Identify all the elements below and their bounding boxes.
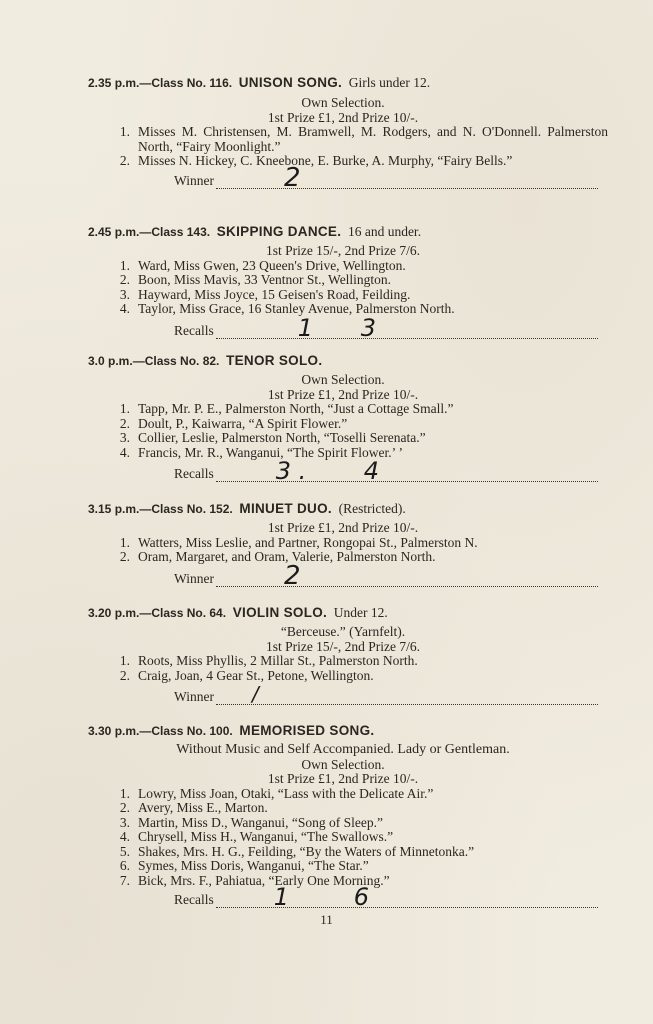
prize-line: 1st Prize £1, 2nd Prize 10/-. xyxy=(267,386,419,402)
entry-list xyxy=(88,787,608,889)
entry-number: 1. xyxy=(119,257,130,273)
result-label: Winner xyxy=(174,172,214,188)
event-header xyxy=(88,605,608,621)
entry-text: Chrysell, Miss H., Wanganui, “The Swallows.” xyxy=(138,829,394,844)
entry-text: Bick, Mrs. F., Pahiatua, “Early One Morning.” xyxy=(138,872,390,888)
list-item xyxy=(88,845,608,860)
event-minuet-duo xyxy=(88,501,608,591)
event-extra: (Restricted). xyxy=(338,501,406,516)
entry-text: Lowry, Miss Joan, Otaki, “Lass with the Delicate Air.” xyxy=(138,785,434,801)
list-item xyxy=(88,273,608,288)
entry-text: Misses M. Christensen, M. Bramwell, M. Rodgers, and N. O'Donnell. Palmerston North, “Fairy Moonlight.” xyxy=(138,124,608,154)
entry-text: Tapp, Mr. P. E., Palmerston North, “Just a Cottage Small.” xyxy=(138,401,454,416)
list-item xyxy=(88,417,608,432)
prize-line: 1st Prize £1, 2nd Prize 10/-. xyxy=(267,109,419,125)
event-class: —Class No. 64. xyxy=(139,606,227,620)
list-item xyxy=(88,536,608,551)
entry-list xyxy=(88,536,608,565)
dotted-leader xyxy=(216,883,598,911)
list-item xyxy=(88,288,608,303)
entry-number: 3. xyxy=(119,814,130,830)
entry-list xyxy=(88,654,608,683)
own-selection: Own Selection. xyxy=(301,372,385,387)
list-item xyxy=(88,446,608,461)
handwritten-mark: 6 xyxy=(353,883,370,911)
entry-text: Collier, Leslie, Palmerston North, “Toselli Serenata.” xyxy=(138,430,426,445)
event-title: TENOR SOLO. xyxy=(226,353,323,368)
conditions-line: Without Music and Self Accompanied. Lady or Gentleman. xyxy=(176,742,510,757)
entry-number: 2. xyxy=(119,153,130,168)
dotted-leader xyxy=(216,457,598,485)
piece-line: “Berceuse.” (Yarnfelt). xyxy=(280,624,406,639)
entry-number: 4. xyxy=(119,444,130,460)
entry-number: 1. xyxy=(119,534,130,550)
list-item xyxy=(88,302,608,317)
list-item xyxy=(88,125,608,154)
event-title: SKIPPING DANCE. xyxy=(216,224,342,239)
prize-line: 1st Prize £1, 2nd Prize 10/-. xyxy=(267,520,419,535)
entry-text: Ward, Miss Gwen, 23 Queen's Drive, Wellington. xyxy=(138,257,406,273)
entry-number: 1. xyxy=(119,785,130,801)
list-item xyxy=(88,431,608,446)
list-item xyxy=(88,816,608,831)
entry-number: 2. xyxy=(119,272,130,287)
event-tenor-solo xyxy=(88,353,608,485)
dotted-leader xyxy=(216,162,598,193)
event-header xyxy=(88,224,608,240)
result-label: Winner xyxy=(174,689,214,704)
entry-text: Craig, Joan, 4 Gear St., Petone, Wellington. xyxy=(138,667,374,683)
entry-number: 1. xyxy=(119,124,130,139)
event-time: 3.20 p.m. xyxy=(88,606,140,620)
entry-text: Taylor, Miss Grace, 16 Stanley Avenue, Palmerston North. xyxy=(138,301,455,316)
list-item xyxy=(88,259,608,274)
dotted-leader xyxy=(216,313,598,342)
event-time: 3.15 p.m. xyxy=(88,502,140,516)
entry-number: 5. xyxy=(119,843,130,859)
entry-text: Avery, Miss E., Marton. xyxy=(138,800,268,815)
list-item xyxy=(88,874,608,889)
event-time: 3.0 p.m. xyxy=(88,354,133,368)
entry-number: 4. xyxy=(119,301,130,316)
event-extra: 16 and under. xyxy=(347,224,422,239)
own-selection: Own Selection. xyxy=(301,95,385,110)
event-header xyxy=(88,353,608,369)
entry-number: 1. xyxy=(119,401,130,416)
entry-number: 2. xyxy=(119,549,130,564)
list-item xyxy=(88,654,608,669)
entry-text: Hayward, Miss Joyce, 15 Geisen's Road, Feilding. xyxy=(138,286,411,302)
entry-number: 6. xyxy=(119,858,130,873)
list-item xyxy=(88,154,608,169)
handwritten-mark: 4 xyxy=(363,457,380,485)
event-class: —Class No. 82. xyxy=(132,354,220,368)
event-class: —Class 143. xyxy=(139,225,211,239)
entry-text: Shakes, Mrs. H. G., Feilding, “By the Waters of Minnetonka.” xyxy=(138,843,475,859)
event-skipping-dance xyxy=(88,224,608,342)
entry-text: Doult, P., Kaiwarra, “A Spirit Flower.” xyxy=(138,415,348,431)
entry-number: 7. xyxy=(119,872,130,888)
event-title: MINUET DUO. xyxy=(239,501,332,516)
entry-text: Oram, Margaret, and Oram, Valerie, Palmerston North. xyxy=(138,549,436,564)
dotted-leader xyxy=(216,560,598,591)
handwritten-mark: 2 xyxy=(283,162,301,193)
event-time: 3.30 p.m. xyxy=(88,724,140,738)
entry-number: 3. xyxy=(119,286,130,302)
result-label: Recalls xyxy=(174,466,214,481)
result-label: Recalls xyxy=(174,322,214,338)
list-item xyxy=(88,669,608,684)
dotted-leader xyxy=(216,682,598,706)
result-line xyxy=(174,682,598,706)
entry-number: 1. xyxy=(119,653,130,668)
list-item xyxy=(88,830,608,845)
prize-line: 1st Prize 15/-, 2nd Prize 7/6. xyxy=(265,243,421,258)
entry-list xyxy=(88,259,608,317)
event-unison-song xyxy=(88,75,608,193)
result-line xyxy=(174,457,598,485)
prize-line: 1st Prize 15/-, 2nd Prize 7/6. xyxy=(265,638,421,654)
entry-number: 4. xyxy=(119,829,130,844)
list-item xyxy=(88,787,608,802)
list-item xyxy=(88,801,608,816)
event-title: UNISON SONG. xyxy=(238,75,343,90)
handwritten-mark: 1 xyxy=(297,313,314,342)
entry-number: 2. xyxy=(119,667,130,683)
own-selection: Own Selection. xyxy=(301,756,385,772)
result-line xyxy=(174,313,598,342)
result-line xyxy=(174,560,598,591)
entry-text: Francis, Mr. R., Wanganui, “The Spirit Flower.’ ’ xyxy=(138,444,404,460)
event-memorised-song xyxy=(88,723,608,911)
list-item xyxy=(88,550,608,565)
entry-list xyxy=(88,125,608,169)
event-extra: Under 12. xyxy=(333,605,388,620)
handwritten-mark: 2 xyxy=(283,560,301,591)
entry-text: Roots, Miss Phyllis, 2 Millar St., Palmerston North. xyxy=(138,653,418,668)
result-line xyxy=(174,162,598,193)
entry-number: 3. xyxy=(119,430,130,445)
entry-list xyxy=(88,402,608,460)
event-header xyxy=(88,501,608,517)
event-title: MEMORISED SONG. xyxy=(239,723,375,738)
event-class: —Class No. 100. xyxy=(139,724,233,738)
entry-text: Symes, Miss Doris, Wanganui, “The Star.” xyxy=(138,858,369,873)
result-label: Recalls xyxy=(174,892,214,907)
event-class: —Class No. 116. xyxy=(139,76,233,90)
event-extra: Girls under 12. xyxy=(348,75,431,90)
handwritten-mark: 1 xyxy=(273,883,290,911)
event-header xyxy=(88,723,608,739)
entry-text: Watters, Miss Leslie, and Partner, Rongopai St., Palmerston N. xyxy=(138,534,478,550)
list-item xyxy=(88,402,608,417)
result-line xyxy=(174,883,598,911)
entry-text: Martin, Miss D., Wanganui, “Song of Sleep.” xyxy=(138,814,384,830)
handwritten-mark: 3 xyxy=(360,313,377,342)
list-item xyxy=(88,859,608,874)
event-violin-solo xyxy=(88,605,608,705)
event-time: 2.35 p.m. xyxy=(88,76,140,90)
event-title: VIOLIN SOLO. xyxy=(232,605,328,620)
result-label: Winner xyxy=(174,570,214,586)
event-class: —Class No. 152. xyxy=(139,502,233,516)
event-header xyxy=(88,75,608,91)
entry-text: Misses N. Hickey, C. Kneebone, E. Burke, A. Murphy, “Fairy Bells.” xyxy=(138,153,513,168)
handwritten-mark: 3 . xyxy=(275,457,307,485)
prize-line: 1st Prize £1, 2nd Prize 10/-. xyxy=(267,771,419,786)
entry-text: Boon, Miss Mavis, 33 Ventnor St., Wellington. xyxy=(138,272,392,287)
entry-number: 2. xyxy=(119,415,130,431)
event-time: 2.45 p.m. xyxy=(88,225,140,239)
handwritten-mark: / xyxy=(251,682,259,706)
page-number: 11 xyxy=(320,912,333,927)
entry-number: 2. xyxy=(119,800,130,815)
